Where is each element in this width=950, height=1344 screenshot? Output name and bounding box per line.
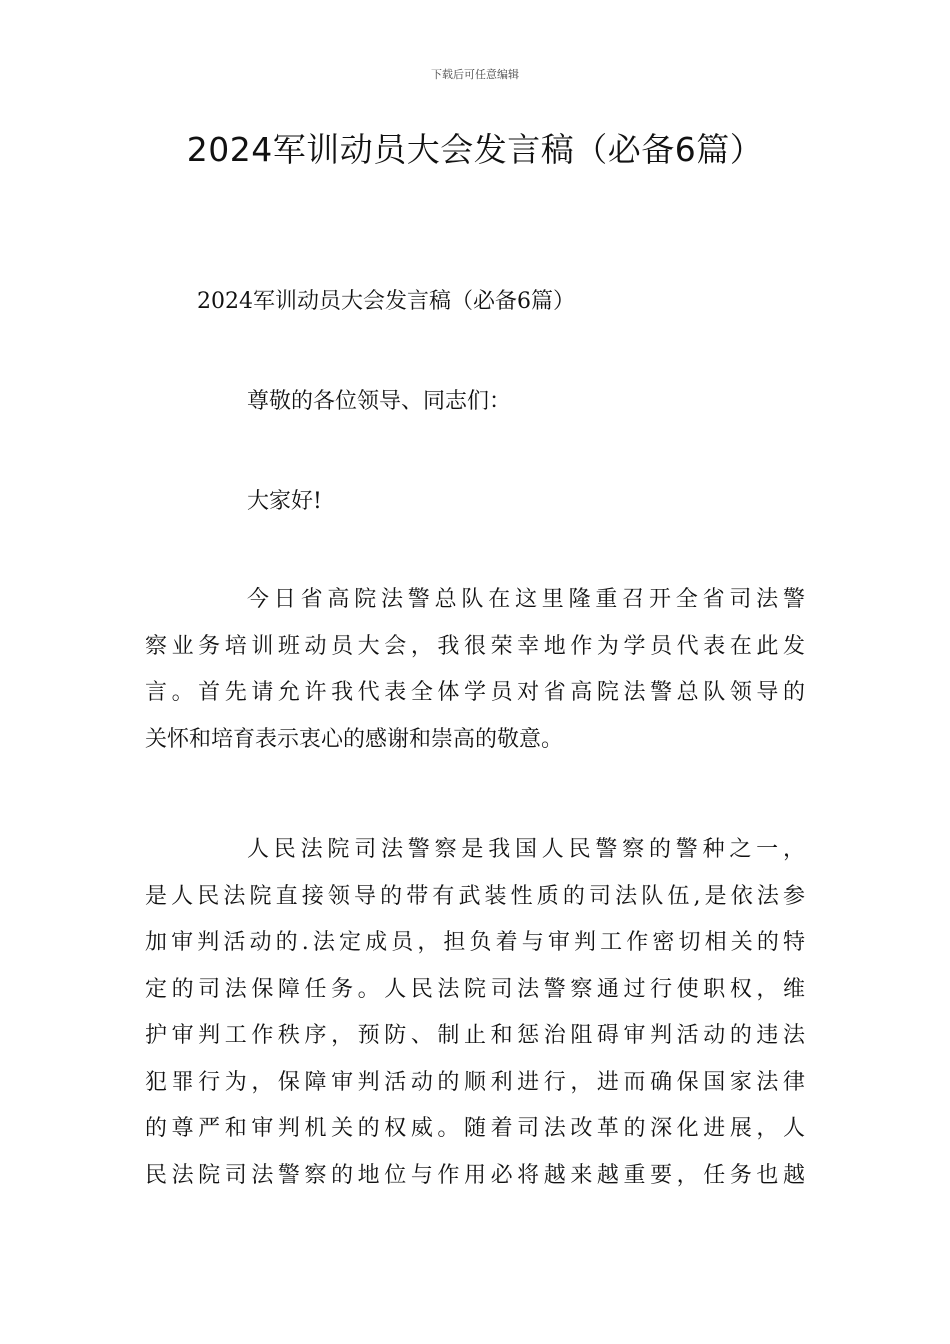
paragraph-line: 察业务培训班动员大会，我很荣幸地作为学员代表在此发 [145,633,805,659]
greeting: 大家好! [247,489,322,514]
paragraph-line: 关怀和培育表示衷心的感谢和崇高的敬意。 [145,726,564,752]
document-subtitle: 2024军训动员大会发言稿（必备6篇） [197,289,575,314]
paragraph-line: 是人民法院直接领导的带有武装性质的司法队伍,是依法参 [145,883,805,909]
header-note: 下载后可任意编辑 [431,68,519,81]
body-paragraph [145,827,805,1199]
document-title: 2024军训动员大会发言稿（必备6篇） [186,130,764,169]
salutation: 尊敬的各位领导、同志们： [247,389,512,414]
paragraph-line: 加审判活动的.法定成员，担负着与审判工作密切相关的特 [145,930,805,955]
paragraph-line: 的尊严和审判机关的权威。随着司法改革的深化进展，人 [145,1116,805,1141]
paragraph-line: 人民法院司法警察是我国人民警察的警种之一， [247,837,805,862]
paragraph-line: 民法院司法警察的地位与作用必将越来越重要，任务也越 [145,1162,805,1188]
paragraph-line: 言。首先请允许我代表全体学员对省高院法警总队领导的 [145,680,805,705]
paragraph-line: 护审判工作秩序，预防、制止和惩治阻碍审判活动的违法 [145,1023,805,1048]
paragraph-line: 今日省高院法警总队在这里隆重召开全省司法警 [247,587,805,612]
body-paragraph [145,577,805,763]
paragraph-line: 犯罪行为，保障审判活动的顺利进行，进而确保国家法律 [145,1069,805,1095]
paragraph-line: 定的司法保障任务。人民法院司法警察通过行使职权，维 [145,976,805,1002]
